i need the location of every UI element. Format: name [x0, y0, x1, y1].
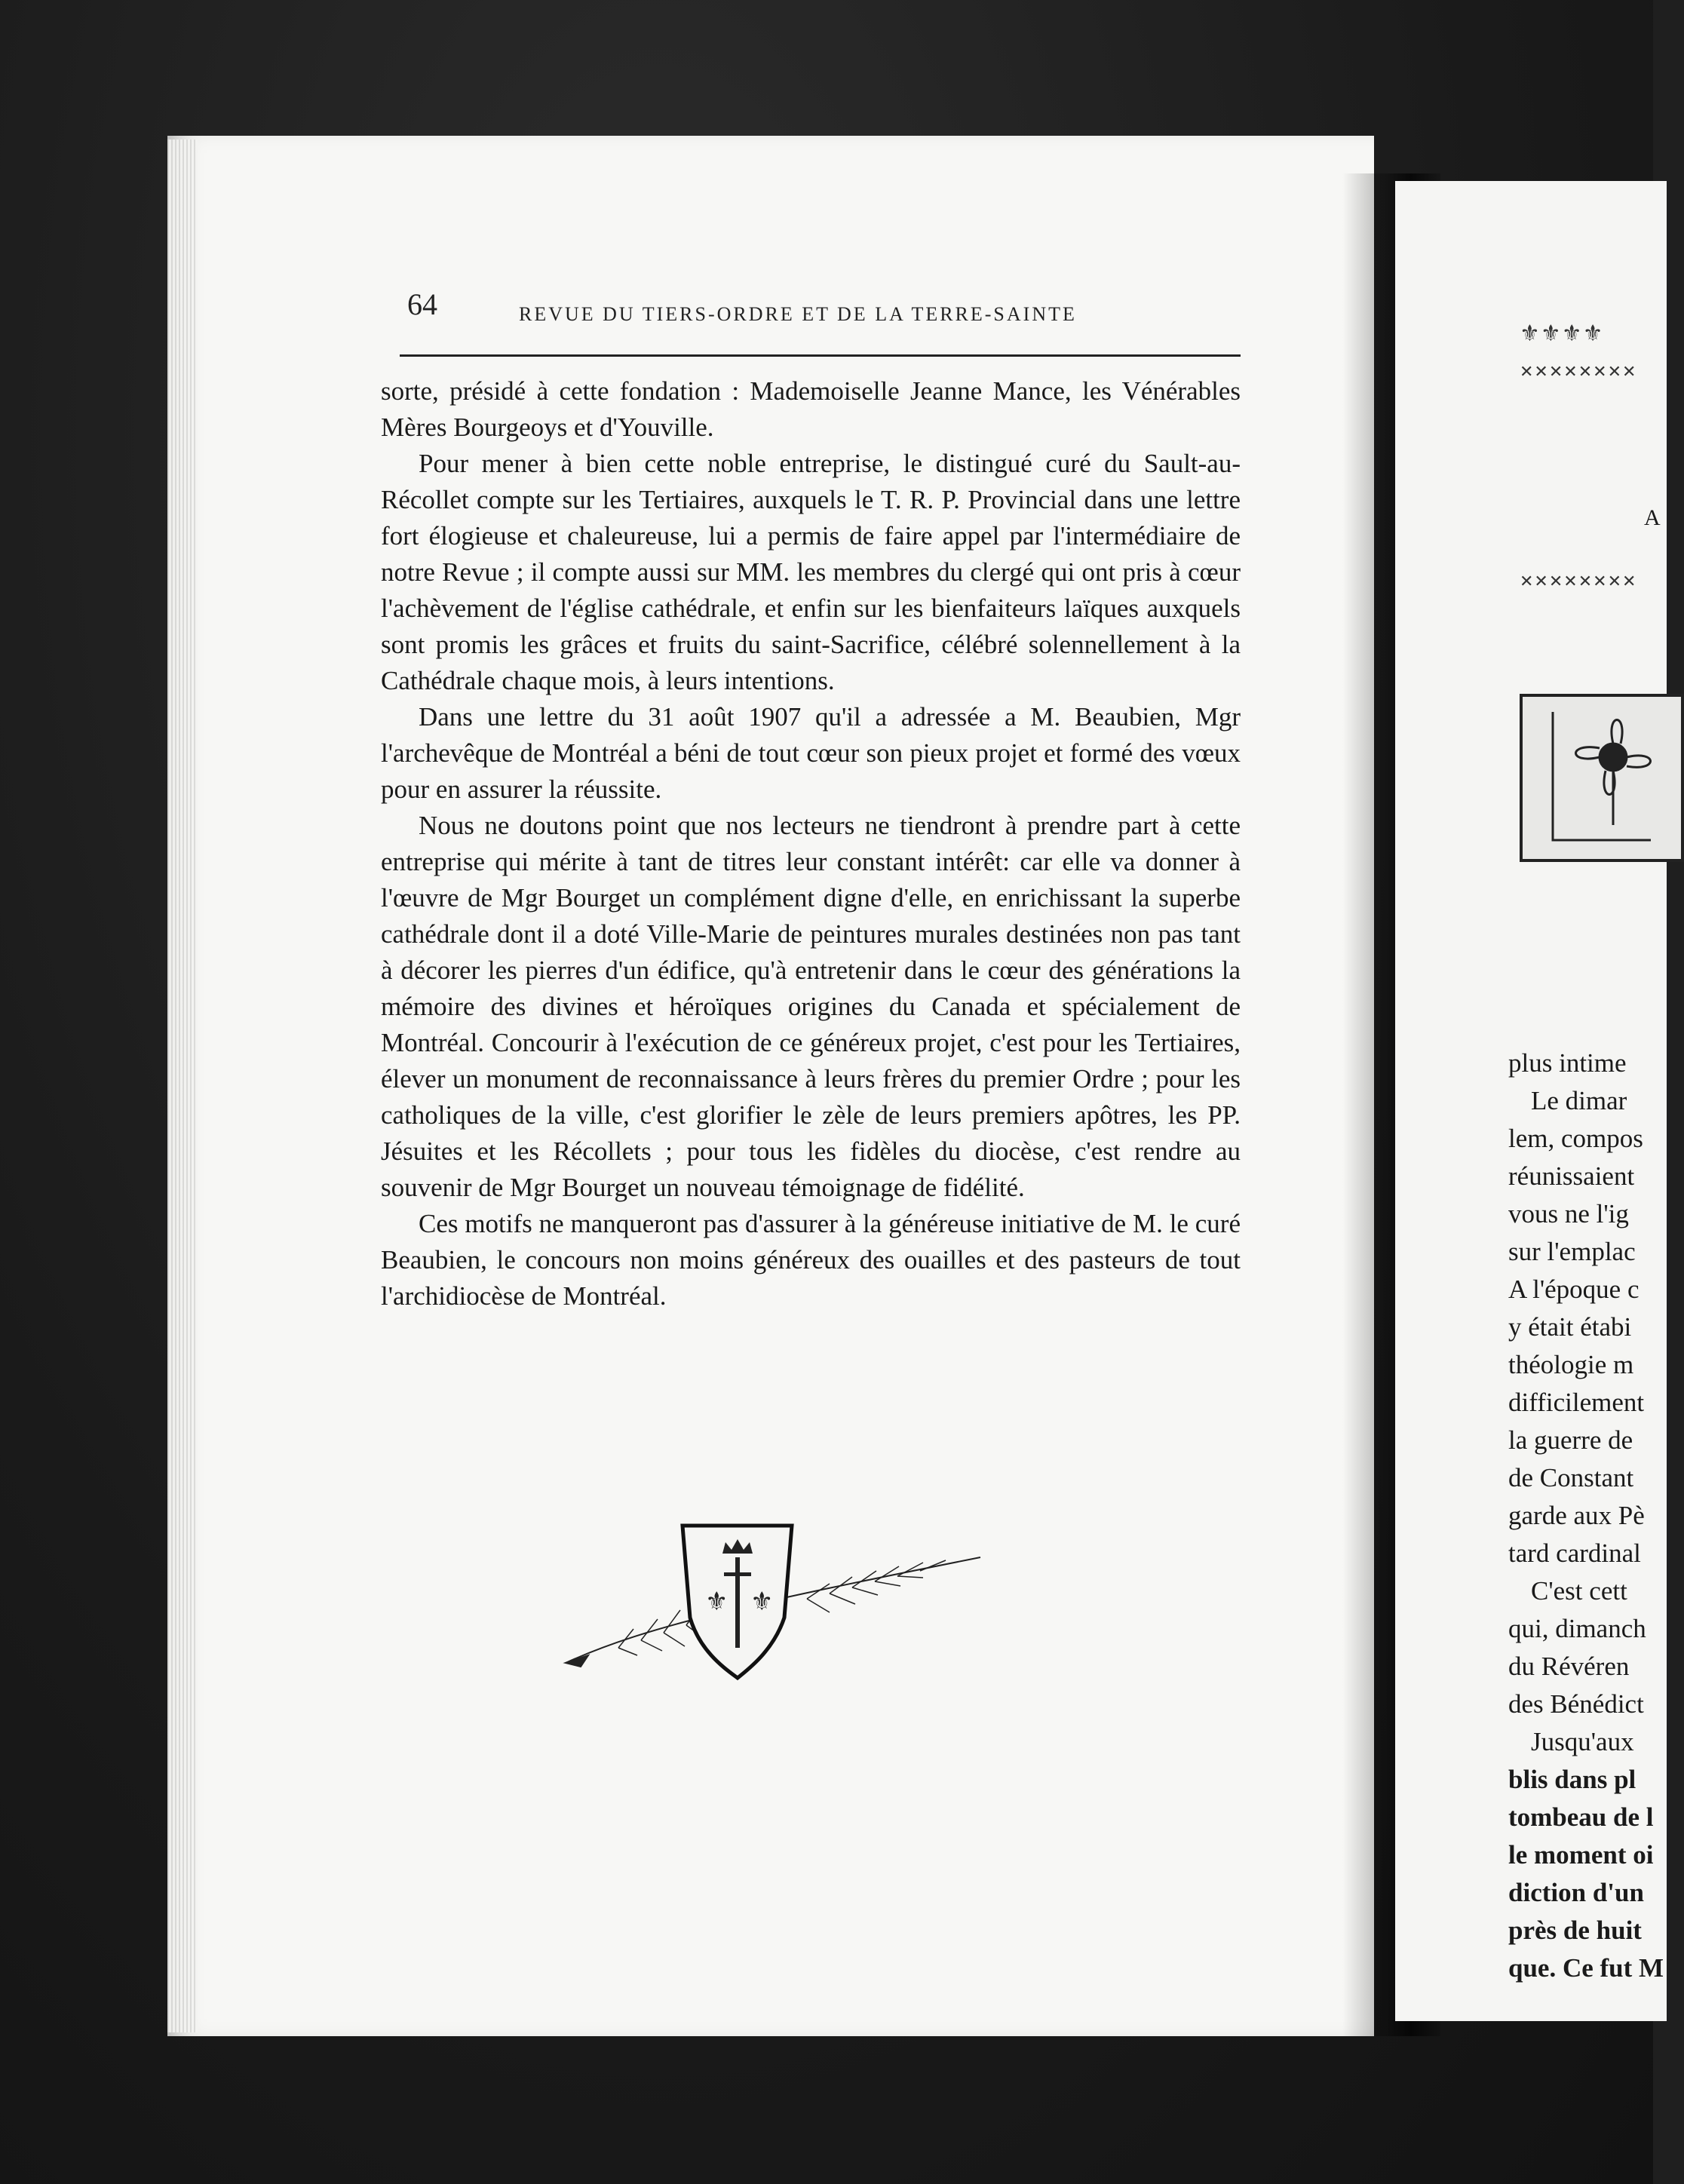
paragraph: Dans une lettre du 31 août 1907 qu'il a adressée a M. Beaubien, Mgr l'archevêque de Montréal a béni de tout cœur son pieux projet et formé des vœux pour en assurer la réussite. — [381, 702, 1241, 804]
text-line: de Constant — [1508, 1463, 1634, 1492]
paragraph: Pour mener à bien cette noble entreprise, le distingué curé du Sault-au-Récollet compte sur les Tertiaires, auxquels le T. R. P. Provincial dans une lettre fort élogieuse et chaleureuse, lui a permis de faire appel par l'intermédiaire de notre Revue ; il compte aussi sur MM. les membres du clergé qui ont pris à cœur l'achèvement de l'église cathédrale, et enfin sur les bienfaiteurs laïques auxquels sont promis les grâces et fruits du saint-Sacrifice, célébré solennellement à la Cathédrale chaque mois, à leurs intentions. — [381, 449, 1241, 695]
text-line: Jusqu'aux — [1531, 1727, 1634, 1756]
flower-initial-icon — [1523, 697, 1681, 859]
text-line: C'est cett — [1531, 1576, 1627, 1606]
heading-fragment: A — [1644, 505, 1661, 530]
text-line: difficilement — [1508, 1388, 1645, 1417]
text-line: tard cardinal — [1508, 1538, 1641, 1568]
text-line: qui, dimanch — [1508, 1614, 1646, 1643]
text-line: plus intime — [1508, 1048, 1627, 1078]
text-line: sur l'emplac — [1508, 1237, 1636, 1266]
ornament-band: ⚜⚜⚜⚜ — [1520, 321, 1604, 346]
body-text — [381, 373, 1241, 1314]
svg-text:⚜: ⚜ — [750, 1587, 774, 1617]
ornament-band: ✕✕✕✕✕✕✕✕ — [1520, 572, 1637, 590]
text-line: que. Ce fut M — [1508, 1953, 1664, 1983]
decorated-initial — [1520, 694, 1684, 862]
right-page — [1395, 181, 1667, 2021]
page-number: 64 — [407, 287, 437, 321]
text-line: blis dans pl — [1508, 1765, 1636, 1794]
text-line: garde aux Pè — [1508, 1501, 1645, 1530]
page-edges — [167, 140, 198, 2032]
shield-palm-tailpiece — [558, 1512, 995, 1686]
svg-text:⚜: ⚜ — [705, 1587, 729, 1617]
text-line: réunissaient — [1508, 1161, 1635, 1191]
paragraph: Nous ne doutons point que nos lecteurs ne tiendront à prendre part à cette entreprise qui mérite à tant de titres leur constant intérêt: car elle va donner à l'œuvre de Mgr Bourget un complément digne d'elle, en enrichissant la superbe cathédrale dont il a doté Ville-Marie de peintures murales destinées non pas tant à décorer les pierres d'un édifice, qu'à entretenir dans le cœur des générations la mémoire des divines et héroïques origines du Canada et spécialement de Montréal. Concourir à l'exécution de ce généreux projet, c'est pour les Tertiaires, élever un monument de reconnaissance à leurs frères du premier Ordre ; pour les catholiques de la ville, c'est glorifier le zèle de leurs premiers apôtres, les PP. Jésuites et les Récollets ; pour tous les fidèles du diocèse, c'est rendre au souvenir de Mgr Bourget un nouveau témoignage de fidélité. — [381, 811, 1241, 1202]
running-head: REVUE DU TIERS-ORDRE ET DE LA TERRE-SAINTE — [519, 303, 1077, 325]
text-line: y était étabi — [1508, 1312, 1632, 1342]
text-line: des Bénédict — [1508, 1689, 1644, 1719]
text-line: le moment oi — [1508, 1840, 1654, 1870]
text-line: lem, compos — [1508, 1124, 1643, 1153]
text-line: vous ne l'ig — [1508, 1199, 1629, 1228]
paragraph: Ces motifs ne manqueront pas d'assurer à la généreuse initiative de M. le curé Beaubien, le concours non moins généreux des ouailles et des pasteurs de tout l'archidiocèse de Montréal. — [381, 1209, 1241, 1311]
text-line: Le dimar — [1531, 1086, 1627, 1115]
text-line: théologie m — [1508, 1350, 1634, 1379]
text-line: du Révéren — [1508, 1652, 1630, 1681]
paragraph: sorte, présidé à cette fondation : Mademoiselle Jeanne Mance, les Vénérables Mères Bourgeoys et d'Youville. — [381, 376, 1241, 442]
text-line: A l'époque c — [1508, 1275, 1640, 1304]
text-line: tombeau de l — [1508, 1802, 1654, 1832]
text-line: la guerre de — [1508, 1425, 1633, 1455]
ornament-band: ✕✕✕✕✕✕✕✕ — [1520, 362, 1637, 381]
text-line: diction d'un — [1508, 1878, 1644, 1907]
header-rule — [400, 354, 1241, 357]
text-line: près de huit — [1508, 1916, 1642, 1945]
